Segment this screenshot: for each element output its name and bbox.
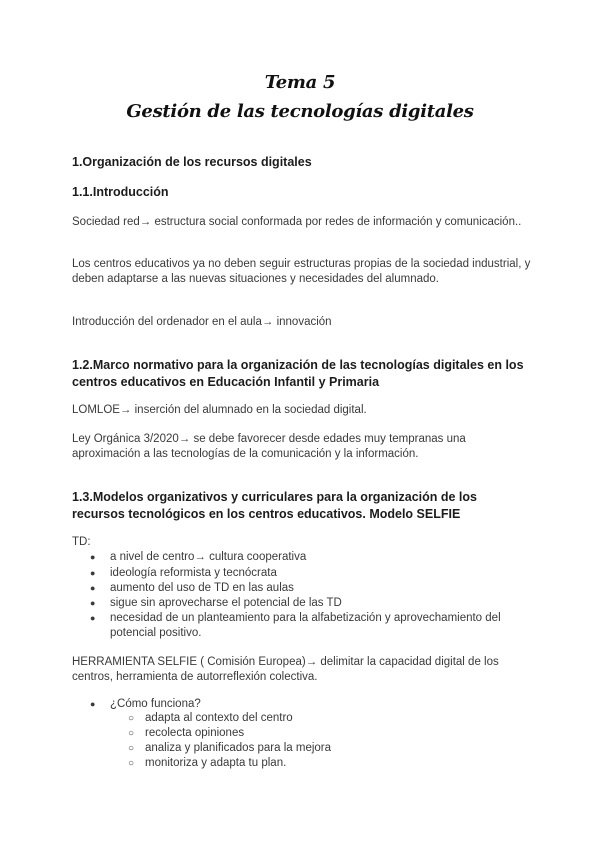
bullet-icon: ● bbox=[90, 598, 96, 608]
circle-bullet-icon: ○ bbox=[128, 713, 135, 724]
section-1-2-heading: 1.2.Marco normativo para la organización de las tecnologías digitales en los centros educativos en Educación Infantil y Primaria bbox=[72, 358, 524, 389]
list-item: ● ideología reformista y tecnócrata bbox=[90, 566, 520, 581]
title-line-1: Tema 5 bbox=[264, 72, 336, 93]
section-1-3-heading: 1.3.Modelos organizativos y curriculares para la organización de los recursos tecnológicos en los centros educativos. Modelo SELFIE bbox=[72, 490, 477, 521]
paragraph-centros-educativos: Los centros educativos ya no deben seguir estructuras propias de la sociedad industrial, y deben adaptarse a las nuevas situaciones y necesidades del alumnado. bbox=[72, 258, 531, 286]
bullet-icon: ● bbox=[90, 613, 96, 623]
circle-bullet-icon: ○ bbox=[128, 743, 135, 754]
bullet-icon: ● bbox=[90, 568, 96, 578]
circle-bullet-icon: ○ bbox=[128, 728, 135, 739]
bullet-icon: ● bbox=[90, 552, 96, 562]
paragraph-selfie: HERRAMIENTA SELFIE ( Comisión Europea)→ delimitar la capacidad digital de los centros, herramienta de autorreflexión colectiva. bbox=[72, 656, 499, 684]
list-item: ● a nivel de centro→ cultura cooperativa bbox=[90, 550, 520, 565]
list-item: ● aumento del uso de TD en las aulas bbox=[90, 581, 520, 596]
paragraph-ley-organica: Ley Orgánica 3/2020→ se debe favorecer desde edades muy tempranas una aproximación a las tecnologías de la comunicación y la información. bbox=[72, 433, 466, 461]
list-item: ● sigue sin aprovecharse el potencial de las TD bbox=[90, 596, 520, 611]
td-label: TD: bbox=[72, 536, 91, 548]
bullet-icon: ● bbox=[90, 699, 96, 709]
paragraph-ordenador: Introducción del ordenador en el aula→ innovación bbox=[72, 316, 332, 328]
paragraph-sociedad-red: Sociedad red→ estructura social conformada por redes de información y comunicación.. bbox=[72, 216, 522, 228]
paragraph-lomloe: LOMLOE→ inserción del alumnado en la sociedad digital. bbox=[72, 404, 367, 416]
sub-list-item: ○ analiza y planificados para la mejora bbox=[128, 741, 331, 756]
list-item: ● necesidad de un planteamiento para la alfabetización y aprovechamiento del potencial positivo. bbox=[90, 612, 501, 640]
sub-list-item: ○ recolecta opiniones bbox=[128, 726, 244, 741]
circle-bullet-icon: ○ bbox=[128, 758, 135, 769]
list-item: ● ¿Cómo funciona? bbox=[90, 697, 520, 712]
section-1-heading: 1.Organización de los recursos digitales bbox=[72, 155, 312, 169]
bullet-icon: ● bbox=[90, 583, 96, 593]
section-1-1-heading: 1.1.Introducción bbox=[72, 185, 169, 199]
title-line-2: Gestión de las tecnologías digitales bbox=[126, 101, 474, 122]
sub-list-item: ○ monitoriza y adapta tu plan. bbox=[128, 756, 286, 771]
sub-list-item: ○ adapta al contexto del centro bbox=[128, 711, 293, 726]
